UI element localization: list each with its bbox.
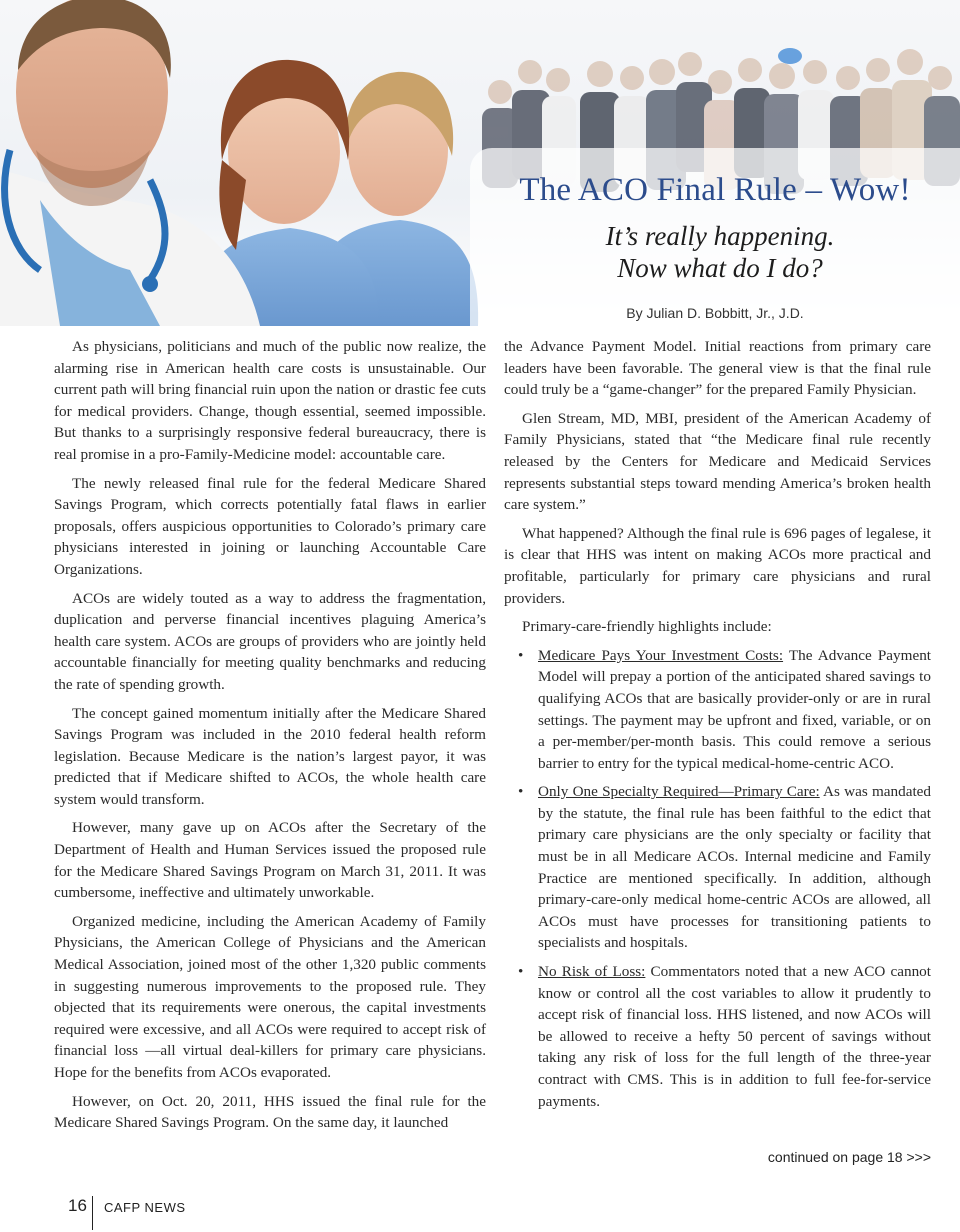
- highlight-text: Commentators noted that a new ACO cannot know or control all the cost variables to allow it prudently to accept risk of financial loss. HHS listened, and now ACOs will be allowed to receive a hefty 50 percent of savings without taking any risk of loss for the full length of the three-year contract with CMS. This is in addition to full fee-for-service payments.: [538, 963, 931, 1110]
- paragraph: However, many gave up on ACOs after the Secretary of the Department of Health and Human Services issued the proposed rule for the Medicare Shared Savings Program on March 31, 2011. It was cumbersome, ineffective and ultimately unworkable.: [54, 819, 486, 902]
- paragraph: As physicians, politicians and much of the public now realize, the alarming rise in American health care costs is unsustainable. Our current path will bring financial ruin upon the nation or drastic fee cuts for medical providers. Change, though essential, seemed impossible. But thanks to a surprisingly responsive federal bureaucracy, there is real promise in a pro-Family-Medicine model: accountable care.: [54, 338, 486, 463]
- paragraph: Glen Stream, MD, MBI, president of the American Academy of Family Physicians, stated that “the Medicare final rule recently released by the Centers for Medicare and Medicaid Services represents substantial steps toward mending America’s broken health care system.”: [504, 409, 931, 514]
- bullet-icon: •: [518, 963, 524, 981]
- highlight-label: Medicare Pays Your Investment Costs:: [538, 646, 784, 664]
- right-column: [504, 336, 931, 1119]
- paragraph: However, on Oct. 20, 2011, HHS issued the final rule for the Medicare Shared Savings Program. On the same day, it launched: [54, 1092, 486, 1132]
- subtitle-line-2: Now what do I do?: [617, 253, 823, 283]
- bullet-icon: •: [518, 646, 524, 664]
- paragraph: ACOs are widely touted as a way to address the fragmentation, duplication and perverse financial incentives plaguing America’s health care system. ACOs are groups of providers who are jointly held accountable financially for meeting quality benchmarks and reducing the rate of spending growth.: [54, 589, 486, 693]
- highlight-text: As was mandated by the statute, the final rule has been faithful to the edict that primary care physicians are the only specialty or facility that must be in all Medicare ACOs. Internal medicine and Family Practice are mentioned specifically. In addition, although primary-care-only medical home-centric ACOs are allowed, all ACOs must have processes for transitioning patients to specialists and hospitals.: [538, 783, 931, 952]
- subtitle-line-1: It’s really happening.: [605, 221, 835, 251]
- paragraph: The concept gained momentum initially after the Medicare Shared Savings Program was included in the 2010 federal health reform legislation. Because Medicare is the nation’s largest payor, it was predicted that if Medicare shifted to ACOs, the whole health care system would transform.: [54, 704, 486, 808]
- doctor-left: [0, 0, 260, 326]
- paragraph: The newly released final rule for the federal Medicare Shared Savings Program, which corrects potentially fatal flaws in earlier proposals, offers auspicious opportunities to Colorado’s primary care physicians interested in joining or launching Accountable Care Organizations.: [54, 474, 486, 578]
- highlight-label: No Risk of Loss:: [538, 963, 646, 981]
- highlights-intro: Primary-care-friendly highlights include:: [522, 618, 772, 636]
- paragraph: Organized medicine, including the American Academy of Family Physicians, the American College of Physicians and the American Medical Association, joined most of the other 1,320 public comments in suggesting numerous improvements to the proposed rule. They objected that its requirements were onerous, the capital investments required were excessive, and all ACOs were required to accept risk of financial loss —all virtual deal-killers for primary care physicians. Hope for the benefits from ACOs evaporated.: [54, 912, 486, 1081]
- paragraph: the Advance Payment Model. Initial reactions from primary care leaders have been favorable. The general view is that the final rule could truly be a “game-changer” for the prepared Family Physician.: [504, 338, 931, 399]
- byline: By Julian D. Bobbitt, Jr., J.D.: [626, 305, 804, 321]
- highlight-label: Only One Specialty Required—Primary Care:: [538, 783, 820, 801]
- list-item: [504, 645, 931, 775]
- footer-divider: [92, 1196, 93, 1230]
- continued-link[interactable]: continued on page 18 >>>: [767, 1149, 931, 1165]
- left-column: [54, 336, 486, 1141]
- list-item: [504, 781, 931, 954]
- publication-name: CAFP NEWS: [104, 1200, 186, 1215]
- highlights-list: [504, 645, 931, 1112]
- page-number: 16: [68, 1196, 87, 1215]
- article-title: The ACO Final Rule – Wow!: [519, 172, 911, 208]
- highlight-text: The Advance Payment Model will prepay a portion of the anticipated shared savings to qualifying ACOs that are basically provider-only or are in rural settings. The payment may be upfront and fixed, variable, or on a per-member/per-month basis. This could remove a serious barrier to entry for the typical medical-home-centric ACO.: [538, 646, 932, 772]
- list-item: [504, 961, 931, 1112]
- paragraph: What happened? Although the final rule is 696 pages of legalese, it is clear that HHS was intent on making ACOs more practical and profitable, particularly for primary care physicians and rural providers.: [504, 524, 931, 607]
- bullet-icon: •: [518, 783, 524, 801]
- article-subtitle: [560, 220, 880, 284]
